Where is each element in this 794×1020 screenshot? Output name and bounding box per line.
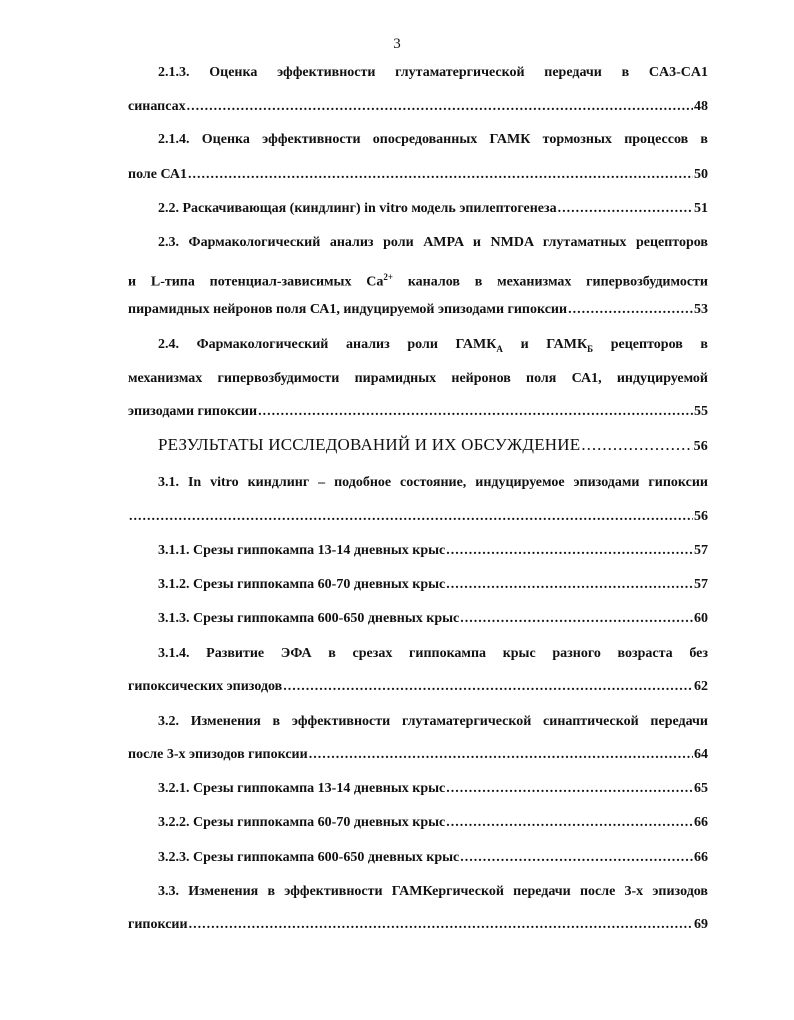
toc-entry-2-4-line3 [128, 403, 708, 421]
toc-entry-text: 3.1.2. Срезы гиппокампа 60-70 дневных крыс [158, 577, 446, 592]
toc-entry-2-4-line2: механизмах гипервозбудимости пирамидных нейронов поля СА1, индуцируемой [128, 371, 708, 386]
dot-leader [129, 508, 693, 526]
toc-entry-3-2-1 [128, 780, 708, 798]
toc-page-number: 56 [694, 509, 708, 524]
toc-entry-text: гипоксии [128, 917, 188, 932]
dot-leader [446, 780, 693, 798]
toc-entry-3-3-line2 [128, 916, 708, 934]
toc-entry-text: 3.2.1. Срезы гиппокампа 13-14 дневных крыс [158, 781, 446, 796]
toc-entry-text: поле СА1 [128, 167, 187, 182]
toc-entry-3-2-line1: 3.2. Изменения в эффективности глутаматергической синаптической передачи [158, 714, 708, 729]
toc-entry-3-1-3 [128, 610, 708, 628]
toc-entry-text: рецепторов в [593, 337, 708, 352]
toc-entry-2-2 [128, 200, 708, 218]
toc-entry-text: и L-типа потенциал-зависимых Ca [128, 274, 384, 290]
toc-entry-text: синапсах [128, 99, 186, 114]
toc-page-number: 53 [694, 302, 708, 317]
toc-entry-3-1-1 [128, 542, 708, 560]
toc-entry-text: 3.1.1. Срезы гиппокампа 13-14 дневных крыс [158, 543, 446, 558]
toc-entry-3-1-line1: 3.1. In vitro киндлинг – подобное состояние, индуцируемое эпизодами гипоксии [158, 475, 708, 490]
toc-entry-3-1-line2 [128, 508, 708, 526]
toc-entry-text: пирамидных нейронов поля СА1, индуцируемой эпизодами гипоксии [128, 302, 568, 317]
toc-page-number: 51 [694, 201, 708, 216]
toc-page-number: 57 [694, 543, 708, 558]
toc-entry-text: каналов в механизмах гипервозбудимости [393, 274, 708, 290]
toc-entry-text: и ГАМК [502, 337, 588, 352]
dot-leader [283, 678, 693, 696]
toc-entry-3-2-line2 [128, 746, 708, 764]
toc-entry-text: 3.2.3. Срезы гиппокампа 600-650 дневных крыс [158, 850, 460, 865]
toc-entry-text: гипоксических эпизодов [128, 679, 283, 694]
toc-entry-2-1-3-line1: 2.1.3. Оценка эффективности глутаматергической передачи в CA3-CA1 [158, 65, 708, 80]
toc-page-number: 56 [693, 439, 708, 454]
toc-page-number: 48 [694, 99, 708, 114]
dot-leader [446, 814, 693, 832]
toc-entry-2-1-4-line2 [128, 166, 708, 184]
toc-page-number: 69 [694, 917, 708, 932]
toc-entry-2-1-3-line2 [128, 98, 708, 116]
toc-entry-2-4-line1 [128, 336, 708, 358]
toc-page-number: 60 [694, 611, 708, 626]
toc-entry-text: эпизодами гипоксии [128, 404, 258, 419]
dot-leader [188, 166, 693, 184]
subscript-b: Б [587, 343, 594, 354]
toc-entry-3-1-4-line2 [128, 678, 708, 696]
toc-entry-2-1-4-line1: 2.1.4. Оценка эффективности опосредованных ГАМК тормозных процессов в [158, 132, 708, 147]
toc-section-heading-results [128, 436, 708, 456]
toc-entry-3-2-2 [128, 814, 708, 832]
dot-leader [460, 849, 693, 867]
dot-leader [187, 98, 693, 116]
dot-leader [581, 436, 692, 454]
toc-page-number: 66 [694, 850, 708, 865]
toc-page-number: 57 [694, 577, 708, 592]
dot-leader [258, 403, 693, 421]
toc-page-number: 55 [694, 404, 708, 419]
dot-leader [189, 916, 693, 934]
dot-leader [558, 200, 693, 218]
toc-page-number: 66 [694, 815, 708, 830]
toc-page-number: 64 [694, 747, 708, 762]
superscript-charge: 2+ [383, 272, 394, 282]
dot-leader [446, 542, 693, 560]
toc-entry-2-3-line1: 2.3. Фармакологический анализ роли AMPA и NMDA глутаматных рецепторов [158, 235, 708, 250]
toc-entry-text: 3.2.2. Срезы гиппокампа 60-70 дневных крыс [158, 815, 446, 830]
toc-entry-3-1-4-line1: 3.1.4. Развитие ЭФА в срезах гиппокампа крыс разного возраста без [158, 646, 708, 661]
toc-entry-2-3-line3 [128, 301, 708, 319]
toc-heading-text: РЕЗУЛЬТАТЫ ИССЛЕДОВАНИЙ И ИХ ОБСУЖДЕНИЕ [158, 435, 581, 454]
toc-entry-text: 3.1.3. Срезы гиппокампа 600-650 дневных крыс [158, 611, 460, 626]
dot-leader [446, 576, 693, 594]
toc-entry-3-1-2 [128, 576, 708, 594]
toc-entry-text: 2.2. Раскачивающая (киндлинг) in vitro модель эпилептогенеза [158, 201, 557, 216]
toc-entry-text: после 3-х эпизодов гипоксии [128, 747, 308, 762]
toc-page-number: 50 [694, 167, 708, 182]
toc-page-number: 65 [694, 781, 708, 796]
toc-entry-text: 2.4. Фармакологический анализ роли ГАМК [158, 337, 497, 352]
toc-entry-2-3-line2 [128, 268, 708, 292]
dot-leader [460, 610, 693, 628]
toc-page-number: 62 [694, 679, 708, 694]
dot-leader [309, 746, 693, 764]
subscript-a: А [496, 343, 503, 354]
page-number: 3 [393, 36, 401, 52]
dot-leader [568, 301, 693, 319]
toc-entry-3-2-3 [128, 849, 708, 867]
toc-entry-3-3-line1: 3.3. Изменения в эффективности ГАМКергической передачи после 3-х эпизодов [158, 884, 708, 899]
